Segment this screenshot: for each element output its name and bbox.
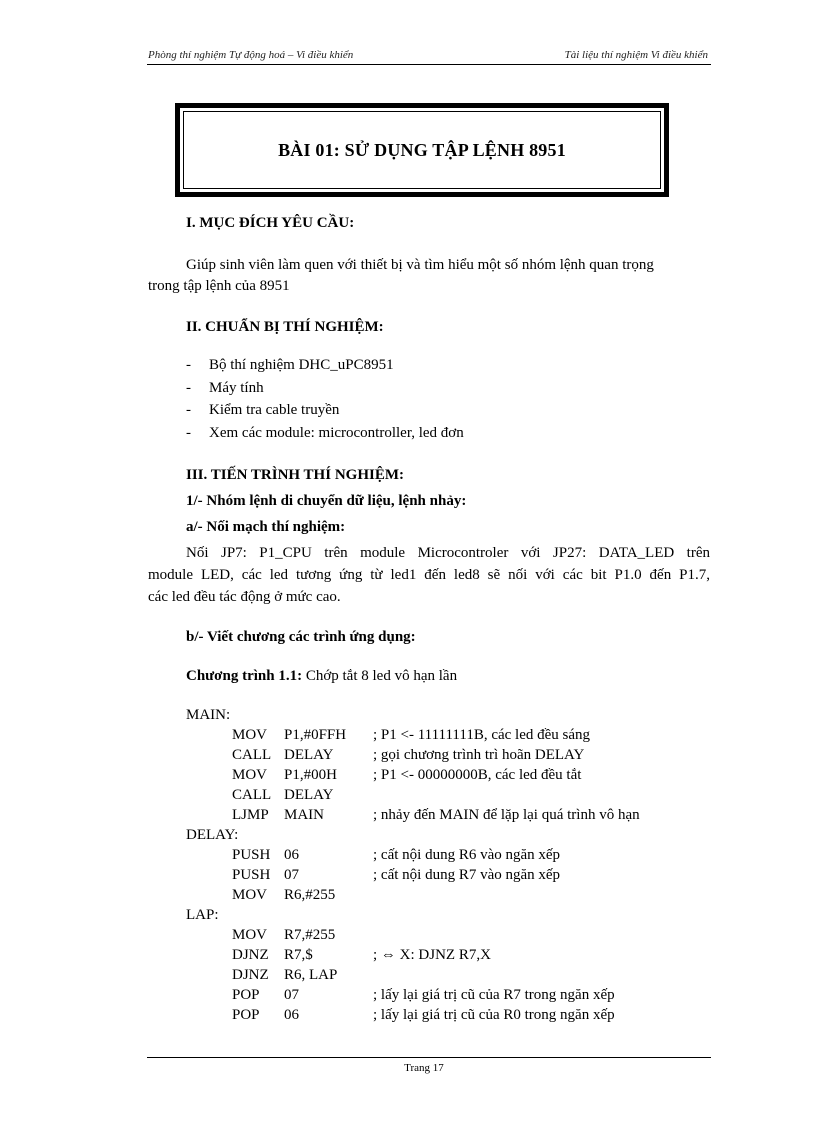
preparation-list bbox=[186, 354, 464, 444]
section3-heading: III. TIẾN TRÌNH THÍ NGHIỆM: bbox=[186, 467, 404, 483]
subsection-b-heading: b/- Viết chương các trình ứng dụng: bbox=[186, 629, 416, 645]
section1-body-line1: Giúp sinh viên làm quen với thiết bị và tìm hiểu một số nhóm lệnh quan trọng bbox=[186, 257, 654, 273]
header-left-text: Phòng thí nghiệm Tự động hoá – Vi điều khiển bbox=[148, 49, 354, 61]
header-divider bbox=[147, 64, 711, 65]
code-listing: MAIN: MOV P1,#0FFH ; P1 <- 11111111B, các led đều sáng CALL DELAY ; gọi chương trình trì hoãn DELAY MOV P1,#00H ; P1 <- 00000000B, các led đều tắt CALL DELAY LJMP MAIN ; nhảy đến MAIN để lặp lại quá trình vô hạn DELAY: PUSH 06 ; cất nội dung R6 vào ngăn xếp PUSH 07 ; cất nội dung R7 vào ngăn xếp MOV R6,#255 LAP: MOV R7,#255 DJNZ R7,$ ; ⇔ X: DJNZ R7,X DJNZ R6, LAP POP 07 ; lấy lại giá trị cũ của R7 trong ngăn xếp POP 06 ; lấy lại giá trị cũ của R0 trong ngăn xếp bbox=[186, 707, 640, 1023]
page-title: BÀI 01: SỬ DỤNG TẬP LỆNH 8951 bbox=[278, 139, 566, 160]
paragraph-line3: các led đều tác động ở mức cao. bbox=[148, 589, 341, 605]
subsection-a-heading: a/- Nối mạch thí nghiệm: bbox=[186, 519, 346, 535]
program-description: Chớp tắt 8 led vô hạn lần bbox=[302, 668, 458, 684]
list-item: - Xem các module: microcontroller, led đơn bbox=[186, 424, 464, 441]
program-caption bbox=[186, 665, 457, 687]
section1-body-line2: trong tập lệnh của 8951 bbox=[148, 278, 290, 294]
program-label: Chương trình 1.1: bbox=[186, 668, 303, 684]
section1-heading: I. MỤC ĐÍCH YÊU CẦU: bbox=[186, 215, 355, 231]
page-number: Trang 17 bbox=[404, 1062, 444, 1074]
list-item: - Kiểm tra cable truyền bbox=[186, 402, 340, 418]
paragraph-line1: Nối JP7: P1_CPU trên module Microcontroler với JP27: DATA_LED trên bbox=[186, 545, 710, 561]
subsection-1-heading: 1/- Nhóm lệnh di chuyển dữ liệu, lệnh nhảy: bbox=[186, 493, 467, 509]
title-box-inner bbox=[183, 111, 661, 189]
paragraph-line2: module LED, các led tương ứng từ led1 đến led8 sẽ nối với các bit P1.0 đến P1.7, bbox=[148, 567, 710, 583]
list-item: - Máy tính bbox=[186, 379, 264, 396]
list-item: - Bộ thí nghiệm DHC_uPC8951 bbox=[186, 357, 394, 373]
title-box bbox=[175, 103, 669, 197]
section2-heading: II. CHUẨN BỊ THÍ NGHIỆM: bbox=[186, 319, 384, 335]
footer-divider bbox=[147, 1057, 711, 1058]
header-right-text: Tài liệu thí nghiệm Vi điều khiển bbox=[564, 49, 708, 61]
